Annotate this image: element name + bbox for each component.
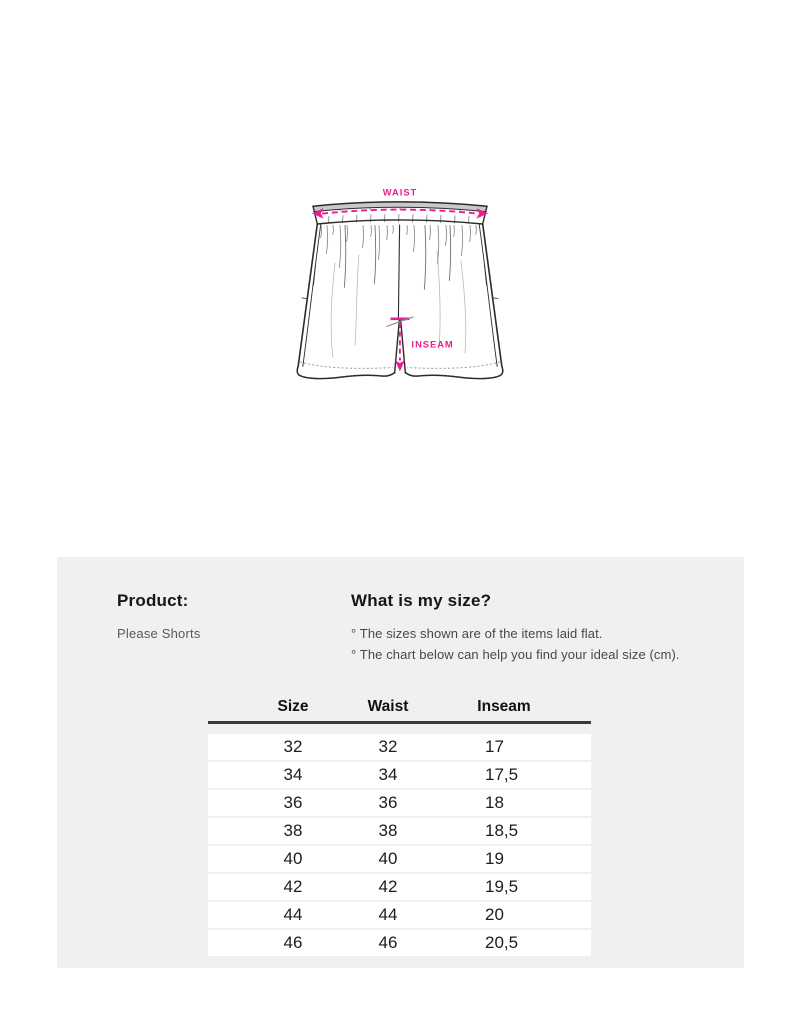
cell-waist: 44 [378,905,398,924]
cell-inseam: 20 [485,905,504,924]
waist-gather-marks-dark [344,226,450,290]
table-row [208,902,591,928]
cell-size: 42 [283,877,303,896]
product-heading: Product: [117,591,189,610]
cell-inseam: 19,5 [485,877,519,896]
inseam-measure-label: INSEAM [411,339,454,350]
cell-inseam: 19 [485,849,504,868]
column-header-size: Size [277,698,309,715]
size-guide-panel [57,557,744,968]
cell-size: 36 [283,793,303,812]
cell-inseam: 20,5 [485,933,519,952]
size-question-heading: What is my size? [351,591,492,610]
waist-gather-marks [321,226,477,268]
cell-waist: 32 [378,737,398,756]
table-header-divider [208,721,591,724]
cell-size: 40 [283,849,303,868]
cell-waist: 46 [378,933,398,952]
size-note-flat: ° The sizes shown are of the items laid flat. [351,626,603,641]
cell-inseam: 18,5 [485,821,519,840]
product-name: Please Shorts [117,626,201,641]
table-row [208,734,591,760]
waist-measure-label: WAIST [382,187,418,198]
cell-waist: 38 [378,821,398,840]
cell-inseam: 17,5 [485,765,519,784]
table-row [208,762,591,788]
inseam-arrow-down-icon [395,360,405,371]
table-row [208,790,591,816]
cell-size: 32 [283,737,303,756]
size-notes [351,623,680,665]
table-row [208,818,591,844]
column-header-waist: Waist [367,698,409,715]
table-row [208,846,591,872]
size-table [208,734,591,956]
column-header-inseam: Inseam [477,698,531,715]
size-table-header [208,696,591,717]
cell-size: 38 [283,821,303,840]
shorts-technical-drawing [283,181,517,395]
table-row [208,874,591,900]
cell-waist: 40 [378,849,398,868]
size-note-chart: ° The chart below can help you find your ideal size (cm). [351,647,680,662]
cell-waist: 34 [378,765,398,784]
table-row [208,930,591,956]
cell-waist: 42 [378,877,398,896]
cell-size: 46 [283,933,303,952]
cell-inseam: 18 [485,793,504,812]
cell-size: 44 [283,905,303,924]
seam-notch-marks [302,265,498,299]
cell-waist: 36 [378,793,398,812]
cell-inseam: 17 [485,737,504,756]
cell-size: 34 [283,765,303,784]
